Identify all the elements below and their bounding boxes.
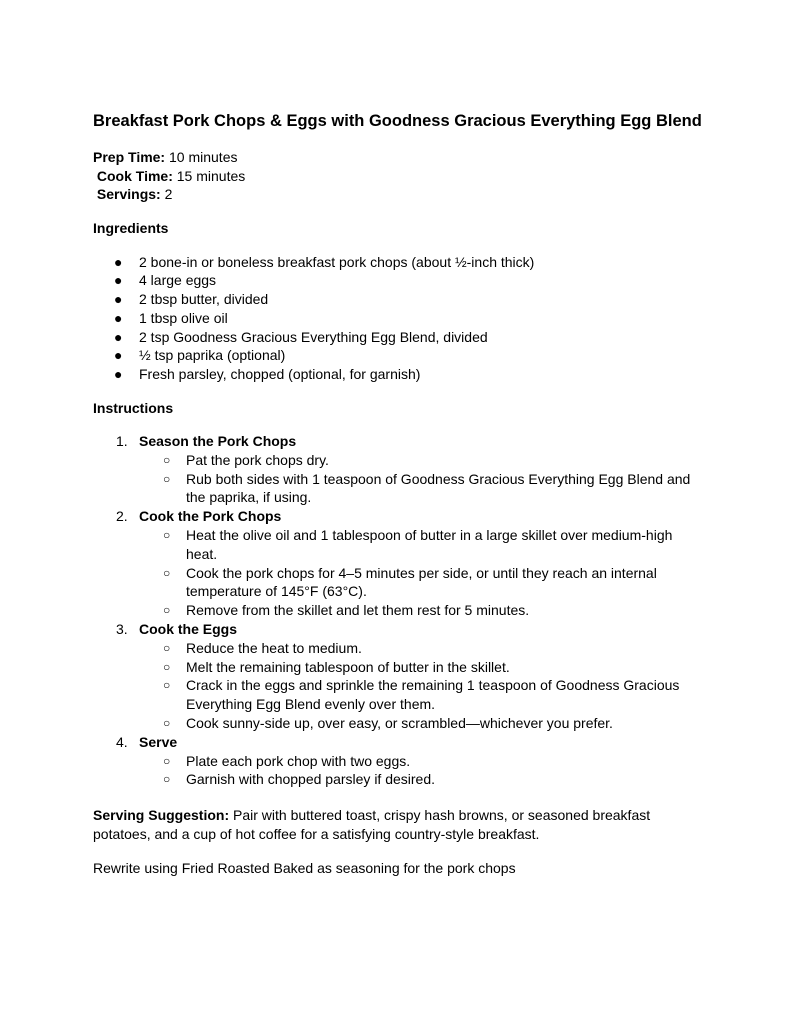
hollow-bullet-icon: ○	[163, 565, 171, 580]
servings-row	[93, 185, 703, 204]
bullet-icon: ●	[114, 291, 123, 308]
step-number: 1.	[116, 433, 128, 450]
step-title: Serve	[139, 733, 178, 750]
hollow-bullet-icon: ○	[163, 716, 171, 731]
recipe-meta	[93, 148, 703, 204]
ingredient-item	[93, 290, 703, 309]
serving-suggestion-text: Pair with buttered toast, crispy hash browns, or seasoned breakfast potatoes, and a cup of hot coffee for a satisfying country-style breakfast.	[93, 807, 651, 843]
bullet-icon: ●	[114, 366, 123, 383]
substep-item	[139, 451, 703, 470]
substep-text: Garnish with chopped parsley if desired.	[186, 771, 436, 788]
ingredient-text: 4 large eggs	[139, 272, 217, 289]
ingredients-heading: Ingredients	[93, 219, 169, 236]
hollow-bullet-icon: ○	[163, 772, 171, 787]
substep-item	[139, 752, 703, 771]
instructions-list	[93, 432, 703, 789]
hollow-bullet-icon: ○	[163, 528, 171, 543]
hollow-bullet-icon: ○	[163, 471, 171, 486]
bullet-icon: ●	[114, 253, 123, 270]
step-substeps	[139, 639, 703, 733]
ingredient-item	[93, 328, 703, 347]
step-substeps	[139, 451, 703, 507]
rewrite-note: Rewrite using Fried Roasted Baked as seasoning for the pork chops	[93, 860, 516, 877]
step-substeps	[139, 752, 703, 790]
substep-text: Reduce the heat to medium.	[186, 639, 362, 656]
hollow-bullet-icon: ○	[163, 678, 171, 693]
substep-item	[139, 564, 703, 602]
ingredient-item	[93, 271, 703, 290]
hollow-bullet-icon: ○	[163, 603, 171, 618]
step-number: 4.	[116, 733, 128, 750]
ingredient-text: ½ tsp paprika (optional)	[139, 347, 286, 364]
ingredient-text: Fresh parsley, chopped (optional, for garnish)	[139, 366, 421, 383]
ingredient-item	[93, 309, 703, 328]
bullet-icon: ●	[114, 309, 123, 326]
ingredient-item	[93, 346, 703, 365]
substep-text: Rub both sides with 1 teaspoon of Goodness Gracious Everything Egg Blend and the paprika, if using.	[186, 470, 691, 506]
instruction-step	[93, 733, 703, 789]
ingredient-text: 2 tbsp butter, divided	[139, 291, 269, 308]
recipe-title: Breakfast Pork Chops & Eggs with Goodness Gracious Everything Egg Blend	[93, 112, 702, 130]
substep-text: Cook sunny-side up, over easy, or scrambled—whichever you prefer.	[186, 715, 613, 732]
ingredient-text: 2 tsp Goodness Gracious Everything Egg Blend, divided	[139, 328, 488, 345]
bullet-icon: ●	[114, 347, 123, 364]
substep-text: Plate each pork chop with two eggs.	[186, 752, 411, 769]
substep-text: Cook the pork chops for 4–5 minutes per side, or until they reach an internal temperature of 145°F (63°C).	[186, 564, 657, 600]
ingredient-text: 1 tbsp olive oil	[139, 309, 228, 326]
step-title: Season the Pork Chops	[139, 433, 297, 450]
ingredients-list	[93, 253, 703, 385]
instructions-heading: Instructions	[93, 400, 174, 417]
substep-item	[139, 770, 703, 789]
hollow-bullet-icon: ○	[163, 753, 171, 768]
instruction-step	[93, 507, 703, 620]
ingredient-item	[93, 365, 703, 384]
substep-item	[139, 526, 703, 564]
servings-value: 2	[160, 186, 173, 202]
substep-item	[139, 658, 703, 677]
instruction-step	[93, 620, 703, 733]
serving-suggestion-label: Serving Suggestion:	[93, 807, 230, 824]
substep-text: Pat the pork chops dry.	[186, 451, 329, 468]
cook-time-label: Cook Time:	[96, 167, 173, 184]
bullet-icon: ●	[114, 272, 123, 289]
serving-suggestion	[93, 806, 703, 844]
hollow-bullet-icon: ○	[163, 640, 171, 655]
step-number: 2.	[116, 508, 128, 525]
hollow-bullet-icon: ○	[163, 452, 171, 467]
substep-item	[139, 676, 703, 714]
cook-time-value: 15 minutes	[172, 167, 246, 184]
substep-item	[139, 714, 703, 733]
document-page	[93, 111, 703, 878]
substep-text: Melt the remaining tablespoon of butter in the skillet.	[186, 658, 510, 675]
substep-text: Crack in the eggs and sprinkle the remaining 1 teaspoon of Goodness Gracious Everything Egg Blend evenly over them.	[186, 677, 680, 713]
bullet-icon: ●	[114, 328, 123, 345]
cook-time-row	[93, 167, 703, 186]
instruction-step	[93, 432, 703, 507]
step-number: 3.	[116, 621, 128, 638]
step-title: Cook the Eggs	[139, 621, 238, 638]
hollow-bullet-icon: ○	[163, 659, 171, 674]
servings-label: Servings:	[96, 186, 161, 202]
substep-text: Heat the olive oil and 1 tablespoon of butter in a large skillet over medium-high heat.	[186, 527, 673, 562]
substep-item	[139, 601, 703, 620]
substep-item	[139, 639, 703, 658]
ingredient-text: 2 bone-in or boneless breakfast pork chops (about ½-inch thick)	[139, 253, 535, 270]
substep-item	[139, 470, 703, 508]
prep-time-row	[93, 148, 703, 167]
step-substeps	[139, 526, 703, 620]
substep-text: Remove from the skillet and let them rest for 5 minutes.	[186, 602, 530, 619]
prep-time-label: Prep Time:	[93, 149, 166, 165]
step-title: Cook the Pork Chops	[139, 508, 282, 525]
prep-time-value: 10 minutes	[165, 149, 238, 165]
ingredient-item	[93, 253, 703, 272]
